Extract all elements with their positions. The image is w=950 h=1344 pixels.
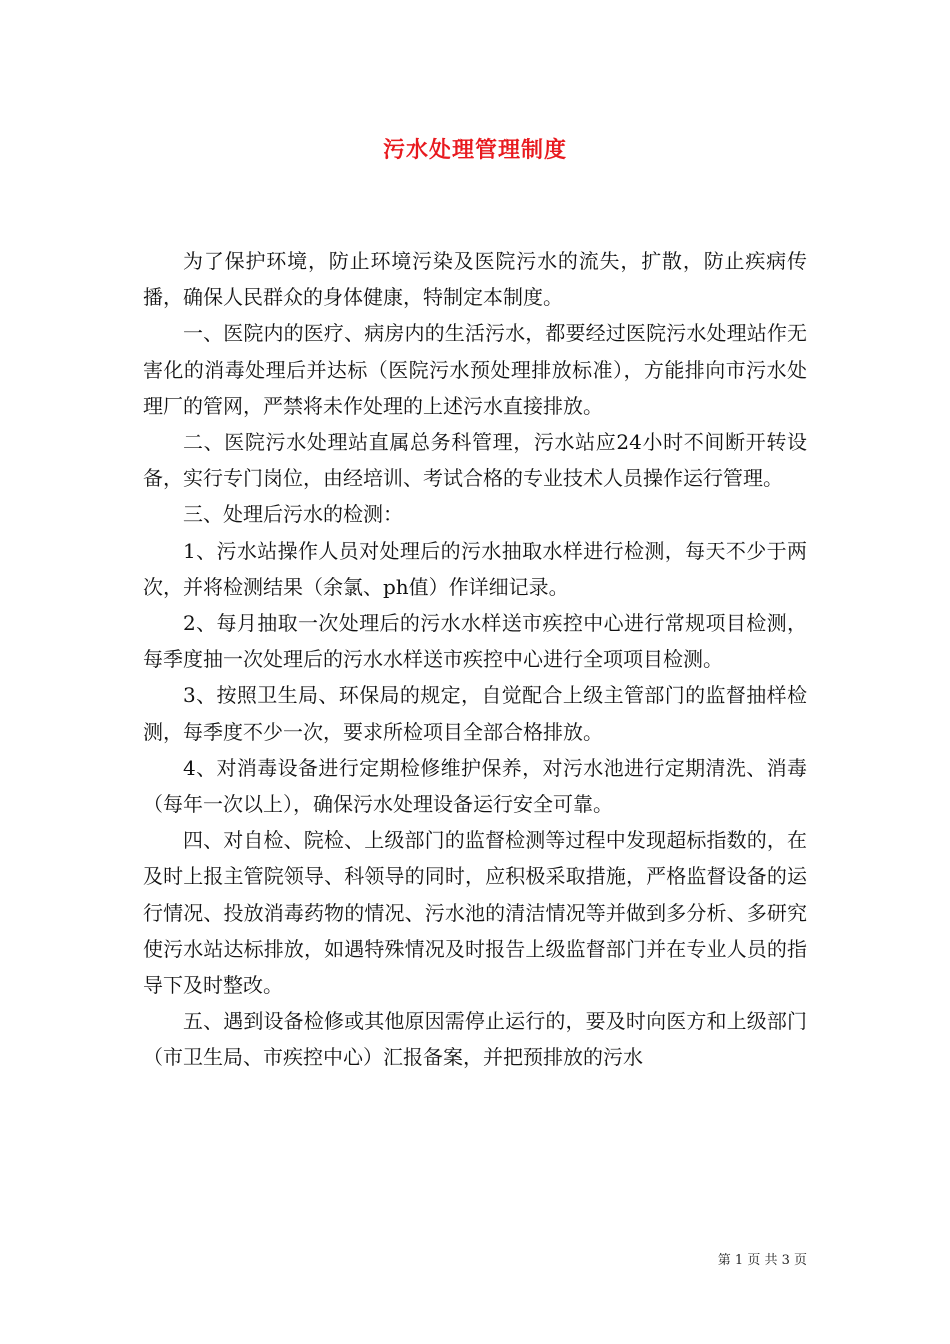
paragraph-intro: 为了保护环境，防止环境污染及医院污水的流失，扩散，防止疾病传播，确保人民群众的身体健康，特制定本制度。 bbox=[143, 249, 807, 310]
document-body bbox=[143, 243, 807, 1076]
paragraph-section-1: 一、医院内的医疗、病房内的生活污水，都要经过医院污水处理站作无害化的消毒处理后并达标（医院污水预处理排放标准），方能排向市污水处理厂的管网，严禁将未作处理的上述污水直接排放。 bbox=[143, 321, 807, 418]
paragraph-section-5: 五、遇到设备检修或其他原因需停止运行的，要及时向医方和上级部门（市卫生局、市疾控中心）汇报备案，并把预排放的污水 bbox=[143, 1009, 807, 1070]
paragraph-section-3-heading: 三、处理后污水的检测： bbox=[183, 502, 403, 527]
paragraph-section-2: 二、医院污水处理站直属总务科管理，污水站应24小时不间断开转设备，实行专门岗位，由经培训、考试合格的专业技术人员操作运行管理。 bbox=[143, 430, 807, 491]
paragraph-item-4: 4、对消毒设备进行定期检修维护保养，对污水池进行定期清洗、消毒（每年一次以上），确保污水处理设备运行安全可靠。 bbox=[143, 755, 807, 817]
paragraph-section-4: 四、对自检、院检、上级部门的监督检测等过程中发现超标指数的，在及时上报主管院领导、科领导的同时，应积极采取措施，严格监督设备的运行情况、投放消毒药物的情况、污水池的清洁情况等并做到多分析、多研究使污水站达标排放，如遇特殊情况及时报告上级监督部门并在专业人员的指导下及时整改。 bbox=[143, 828, 807, 998]
paragraph-item-3: 3、按照卫生局、环保局的规定，自觉配合上级主管部门的监督抽样检测，每季度不少一次，要求所检项目全部合格排放。 bbox=[143, 683, 807, 744]
page-number-footer: 第 1 页 共 3 页 bbox=[717, 1253, 807, 1268]
paragraph-item-1: 1、污水站操作人员对处理后的污水抽取水样进行检测，每天不少于两次，并将检测结果（余氯、ph值）作详细记录。 bbox=[143, 538, 807, 599]
page-title: 污水处理管理制度 bbox=[382, 137, 567, 163]
paragraph-item-2: 2、每月抽取一次处理后的污水水样送市疾控中心进行常规项目检测，每季度抽一次处理后的污水水样送市疾控中心进行全项项目检测。 bbox=[143, 611, 807, 672]
